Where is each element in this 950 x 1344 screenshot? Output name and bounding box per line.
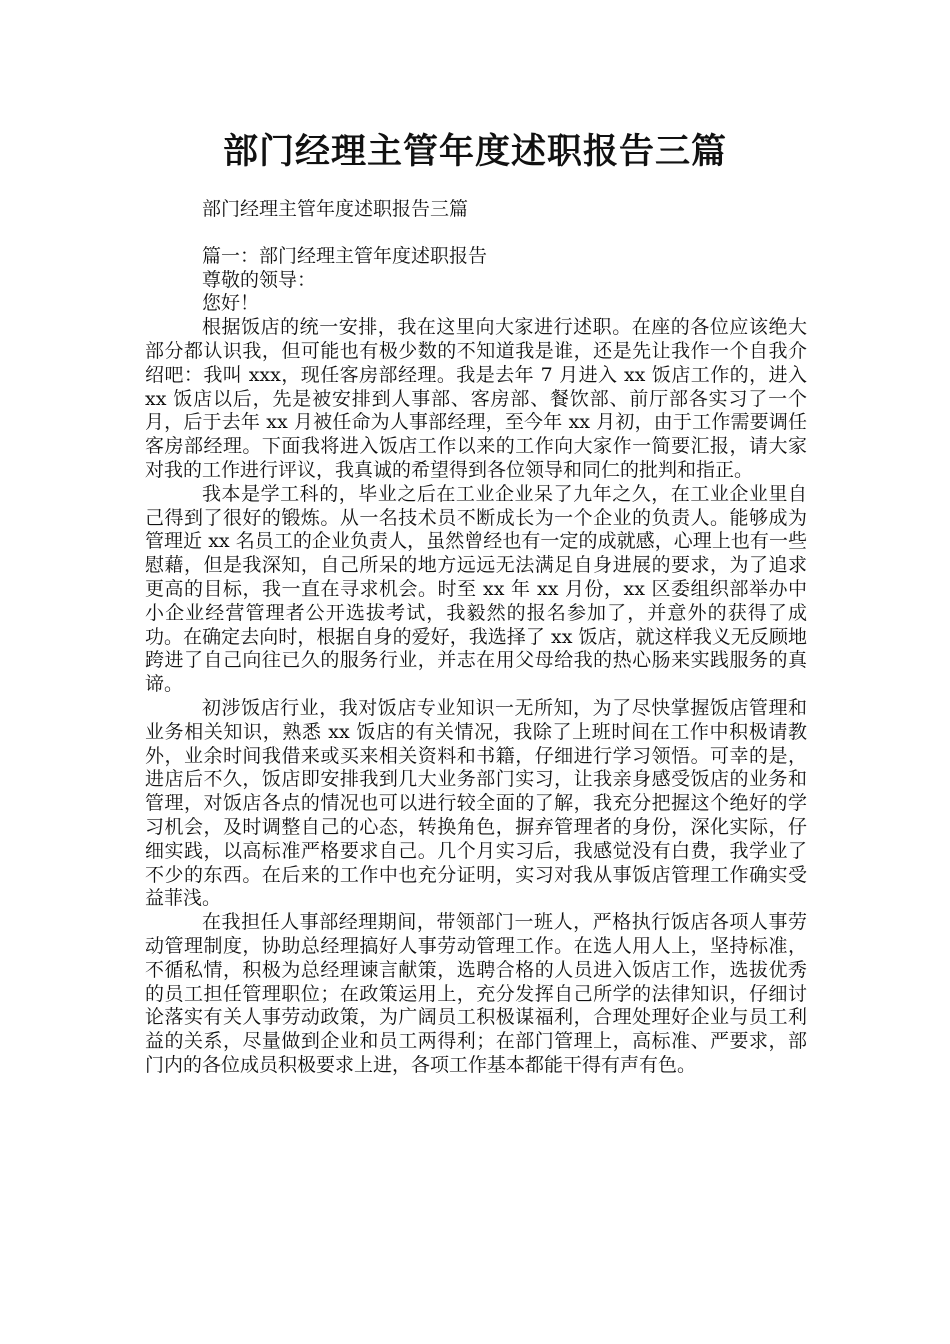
paragraph-1: 根据饭店的统一安排，我在这里向大家进行述职。在座的各位应该绝大部分都认识我，但可能也有极少数的不知道我是谁，还是先让我作一个自我介绍吧：我叫 xxx，现任客房部经理。我是去年 7 月进入 xx 饭店工作的，进入 xx 饭店以后，先是被安排到人事部、客房部、餐饮部、前厅部各实习了一个月，后于去年 xx 月被任命为人事部经理，至今年 xx 月初，由于工作需要调任客房部经理。下面我将进入饭店工作以来的工作向大家作一简要汇报，请大家对我的工作进行评议，我真诚的希望得到各位领导和同仁的批判和指正。 — [145, 316, 807, 481]
paragraph-2: 我本是学工科的，毕业之后在工业企业呆了九年之久，在工业企业里自己得到了很好的锻炼。从一名技术员不断成长为一个企业的负责人。能够成为管理近 xx 名员工的企业负责人，虽然曾经也有一定的成就感，心理上也有一些慰藉，但是我深知，自己所呆的地方远远无法满足自身进展的要求，为了追求更高的目标，我一直在寻求机会。时至 xx 年 xx 月份，xx 区委组织部举办中小企业经营管理者公开选拔考试，我毅然的报名参加了，并意外的获得了成功。在确定去向时，根据自身的爱好，我选择了 xx 饭店，就这样我义无反顾地跨进了自己向往已久的服务行业，并志在用父母给我的热心肠来实践服务的真谛。 — [145, 482, 807, 696]
salutation: 尊敬的领导： — [202, 268, 317, 291]
document-title: 部门经理主管年度述职报告三篇 — [222, 132, 727, 172]
section-heading: 篇一：部门经理主管年度述职报告 — [202, 244, 488, 267]
paragraph-3: 初涉饭店行业，我对饭店专业知识一无所知，为了尽快掌握饭店管理和业务相关知识，熟悉 xx 饭店的有关情况，我除了上班时间在工作中积极请教外，业余时间我借来或买来相关资料和书籍，仔细进行学习领悟。可幸的是，进店后不久，饭店即安排我到几大业务部门实习，让我亲身感受饭店的业务和管理，对饭店各点的情况也可以进行较全面的了解，我充分把握这个绝好的学习机会，及时调整自己的心态，转换角色，摒弃管理者的身份，深化实际，仔细实践，以高标准严格要求自己。几个月实习后，我感觉没有白费，我学业了不少的东西。在后来的工作中也充分证明，实习对我从事饭店管理工作确实受益菲浅。 — [145, 696, 807, 910]
paragraph-4: 在我担任人事部经理期间，带领部门一班人，严格执行饭店各项人事劳动管理制度，协助总经理搞好人事劳动管理工作。在选人用人上，坚持标准，不循私情，积极为总经理谏言献策，选聘合格的人员进入饭店工作，选拔优秀的员工担任管理职位；在政策运用上，充分发挥自己所学的法律知识，仔细讨论落实有关人事劳动政策，为广阔员工积极谋福利，合理处理好企业与员工利益的关系，尽量做到企业和员工两得利；在部门管理上，高标准、严要求，部门内的各位成员积极要求上进，各项工作基本都能干得有声有色。 — [145, 911, 807, 1076]
greeting: 您好！ — [202, 292, 260, 315]
document-body — [145, 198, 807, 1078]
document-subtitle: 部门经理主管年度述职报告三篇 — [202, 198, 469, 220]
